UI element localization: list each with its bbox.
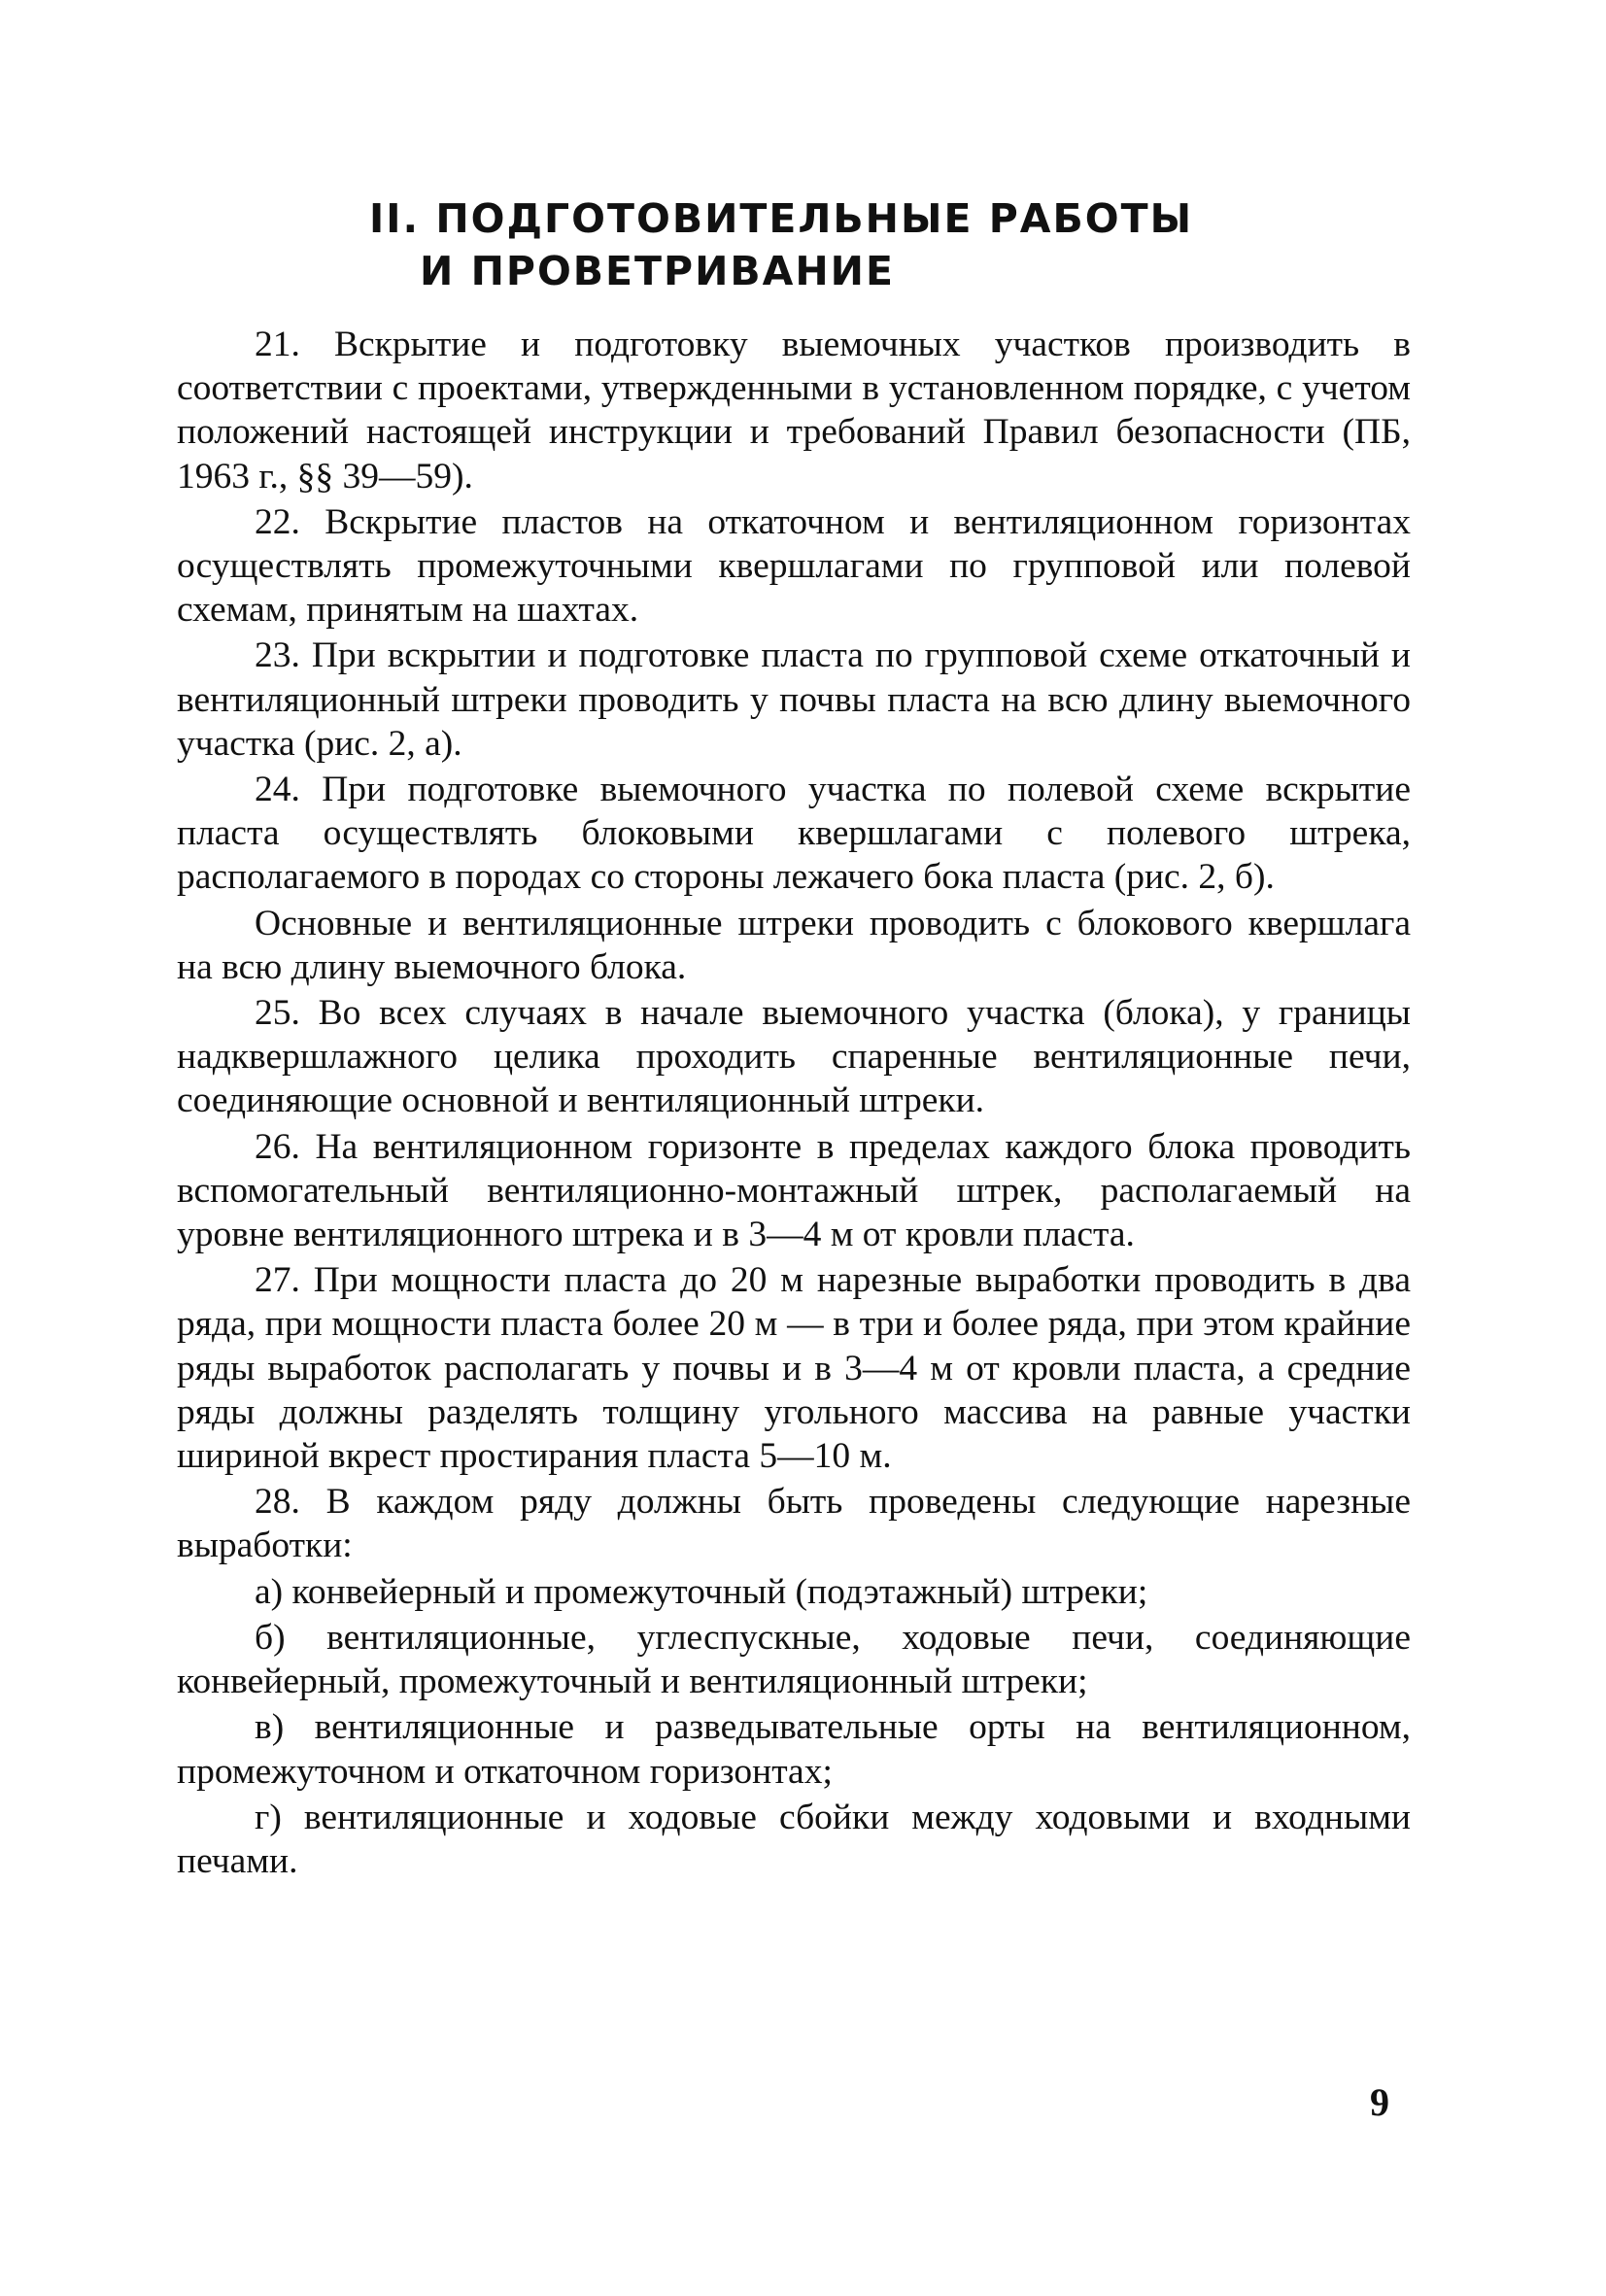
paragraph-26: 26. На вентиляционном горизонте в пределах каждого блока проводить вспомогательный вентиляционно-монтажный штрек, располагаемый на уровне вентиляционного штрека и в 3—4 м от кровли пласта. [177, 1126, 1411, 1255]
section-heading-line-2: И ПРОВЕТРИВАНИЕ [420, 248, 896, 294]
paragraph-24: 24. При подготовке выемочного участка по полевой схеме вскрытие пласта осуществлять блоковыми квершлагами с полевого штрека, располагаемого в породах со стороны лежачего бока пласта (рис. 2, б). [177, 770, 1411, 898]
list-item-g: г) вентиляционные и ходовые сбойки между ходовыми и входными печами. [177, 1797, 1411, 1881]
paragraph-25: 25. Во всех случаях в начале выемочного участка (блока), у границы надквершлажного целика проходить спаренные вентиляционные печи, соединяющие основной и вентиляционный штреки. [177, 993, 1411, 1121]
page-number: 9 [1370, 2080, 1389, 2124]
list-item-a: а) конвейерный и промежуточный (подэтажный) штреки; [255, 1571, 1148, 1612]
list-item-v: в) вентиляционные и разведывательные орты на вентиляционном, промежуточном и откаточном горизонтах; [177, 1707, 1411, 1792]
paragraph-24-continued: Основные и вентиляционные штреки проводить с блокового квершлага на всю длину выемочного блока. [177, 903, 1411, 987]
paragraph-22: 22. Вскрытие пластов на откаточном и вентиляционном горизонтах осуществлять промежуточными квершлагами по групповой или полевой схемам, принятым на шахтах. [177, 501, 1411, 631]
paragraph-21: 21. Вскрытие и подготовку выемочных участков производить в соответствии с проектами, утвержденными в установленном порядке, с учетом положений настоящей инструкции и требований Правил безопасности (ПБ, 1963 г., §§ 39—59). [177, 325, 1411, 497]
paragraph-27: 27. При мощности пласта до 20 м нарезные выработки проводить в два ряда, при мощности пласта более 20 м — в три и более ряда, при этом крайние ряды выработок располагать у почвы и в 3—4 м от кровли пласта, а средние ряды должны разделять толщину угольного массива на равные участки шириной вкрест простирания пласта 5—10 м. [177, 1260, 1411, 1477]
list-item-b: б) вентиляционные, углеспускные, ходовые печи, соединяющие конвейерный, промежуточный и вентиляционный штреки; [177, 1617, 1411, 1702]
section-heading-line-1: II. ПОДГОТОВИТЕЛЬНЫЕ РАБОТЫ [369, 195, 1194, 242]
section-heading [369, 192, 1205, 297]
document-body [177, 323, 1411, 1885]
paragraph-23: 23. При вскрытии и подготовке пласта по групповой схеме откаточный и вентиляционный штреки проводить у почвы пласта на всю длину выемочного участка (рис. 2, а). [177, 635, 1411, 764]
paragraph-28: 28. В каждом ряду должны быть проведены следующие нарезные выработки: [177, 1482, 1411, 1566]
